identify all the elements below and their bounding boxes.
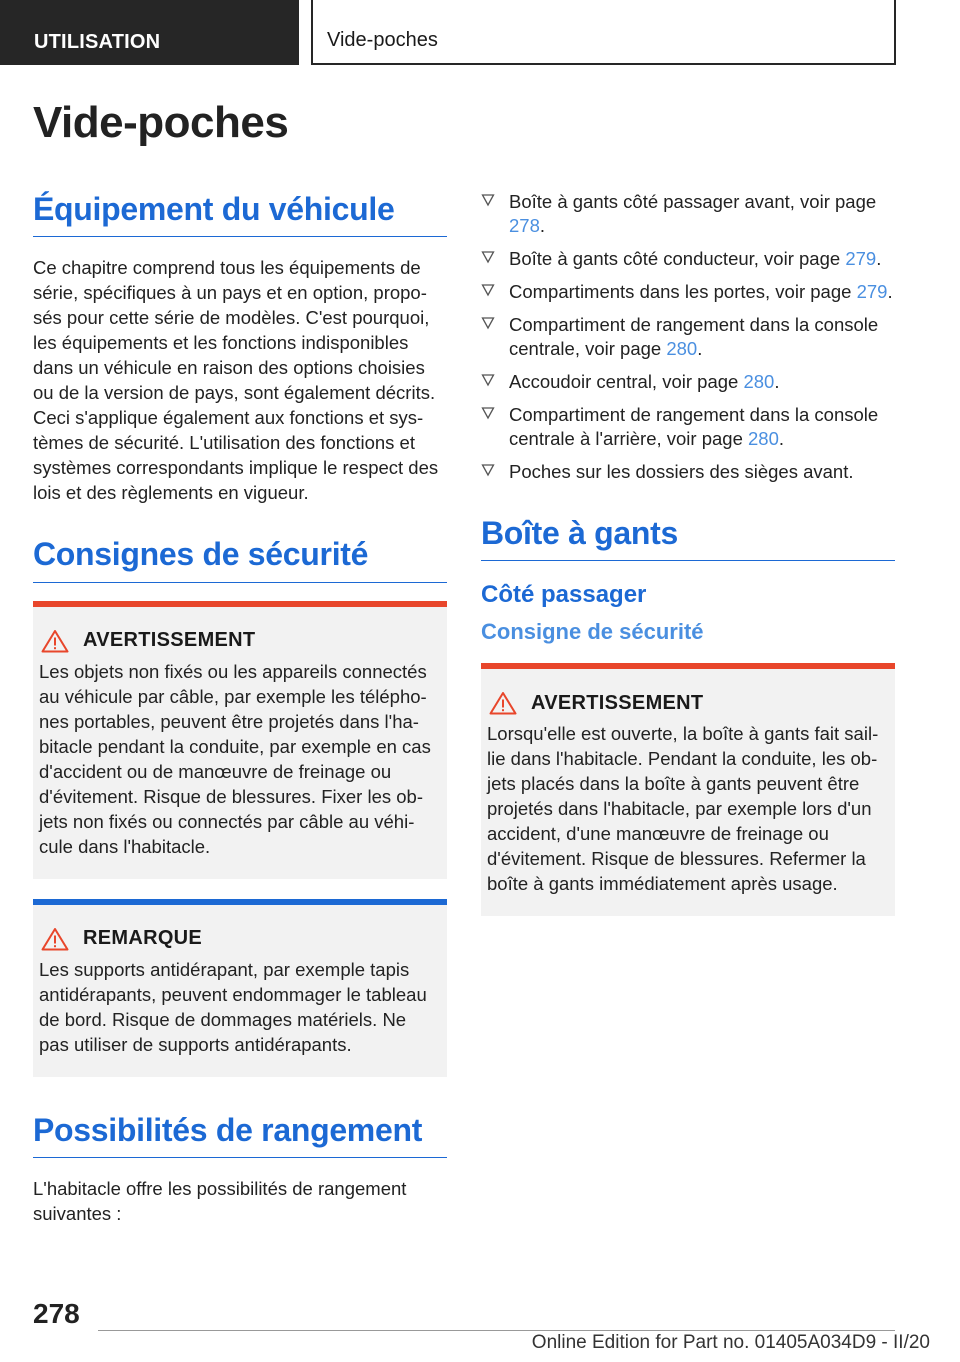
glovebox-warning-box <box>481 663 895 916</box>
list-item-text: Compartiment de rangement dans la console centrale à l'arrière, voir page <box>509 404 879 449</box>
note-box <box>33 899 447 1077</box>
triangle-bullet-icon <box>481 283 495 297</box>
list-item-end: . <box>539 215 546 236</box>
list-item-end: . <box>697 338 703 359</box>
list-item-text: Compartiment de rangement dans la console centrale, voir page <box>509 314 879 359</box>
warning-title: AVERTISSEMENT <box>531 691 704 714</box>
triangle-bullet-icon <box>481 373 495 387</box>
page-title: Vide-poches <box>33 98 289 147</box>
list-item-text: Accoudoir central, voir page <box>509 371 744 392</box>
page-link[interactable]: 280 <box>666 338 698 359</box>
left-column <box>33 190 447 1226</box>
list-item <box>481 403 895 451</box>
list-item <box>481 313 895 361</box>
header-topic: Vide-poches <box>311 0 896 65</box>
page-number: 278 <box>33 1298 80 1329</box>
glovebox-heading: Boîte à gants <box>481 514 895 561</box>
warning-title: AVERTISSEMENT <box>83 629 256 652</box>
list-item-text: Compartiments dans les portes, voir page <box>509 281 857 302</box>
warning-text: Les objets non fixés ou les appareils connectés au véhicule par câble, par exemple les téléphones portables, peuvent être projetés dans l'habitacle pendant la conduite, par exemple en cas d'accident ou de manœuvre de freinage ou d'évitement. Risque de blessures. Fixer les objets non fixés ou connectés par câble au véhicule dans l'habitacle. <box>39 660 431 857</box>
equipment-text: Ce chapitre comprend tous les équipements de série, spécifiques à un pays et en option, proposés pour cette série de modèles. C'est pourquoi, les équipements et les fonctions indisponibles dans un véhicule en raison des options choisies ou de la version de pays, sont également décrits. Ceci s'applique également aux fonctions et systèmes de sécurité. L'utilisation des fonctions et systèmes correspondants implique le respect des lois et des règlements en vigueur. <box>33 257 439 504</box>
footer-divider <box>98 1330 895 1331</box>
list-item <box>481 190 895 238</box>
storage-text: L'habitacle offre les possibilités de rangement suivantes : <box>33 1178 407 1225</box>
triangle-bullet-icon <box>481 250 495 264</box>
warning-text: Lorsqu'elle est ouverte, la boîte à gants fait saillie dans l'habitacle. Pendant la conduite, les objets placés dans la boîte à gants peuvent être projetés dans l'habitacle, par exemple lors d'un accident, d'une manœuvre de freinage ou d'évitement. Risque de blessures. Refermer la boîte à gants immédiatement après usage. <box>487 723 879 895</box>
triangle-bullet-icon <box>481 193 495 207</box>
triangle-bullet-icon <box>481 316 495 330</box>
list-item-end: . <box>887 281 893 302</box>
page-link[interactable]: 280 <box>743 371 775 392</box>
footer-edition: Online Edition for Part no. 01405A034D9 - II/20 <box>531 1332 930 1353</box>
safety-heading: Consignes de sécurité <box>33 535 447 582</box>
right-column <box>481 190 895 936</box>
page-link[interactable]: 280 <box>748 428 779 449</box>
warning-triangle-icon <box>489 691 517 715</box>
page-link[interactable]: 279 <box>856 281 888 302</box>
list-item <box>481 280 895 304</box>
page-link[interactable]: 279 <box>845 248 877 269</box>
warning-box <box>33 601 447 879</box>
note-title: REMARQUE <box>83 927 203 950</box>
list-item <box>481 370 895 394</box>
storage-list <box>481 190 895 484</box>
triangle-bullet-icon <box>481 463 495 477</box>
list-item-end: . <box>774 371 780 392</box>
triangle-bullet-icon <box>481 406 495 420</box>
note-text: Les supports antidérapant, par exemple tapis antidérapants, peuvent endommager le tableau de bord. Risque de dommages matériels. Ne pas utiliser de supports antidérapants. <box>39 958 427 1055</box>
list-item <box>481 247 895 271</box>
list-item-end: . <box>876 248 882 269</box>
list-item <box>481 460 895 484</box>
warning-triangle-icon <box>41 629 69 653</box>
list-item-text: Boîte à gants côté passager avant, voir page <box>509 191 877 212</box>
warning-triangle-icon <box>41 927 69 951</box>
passenger-subheading: Côté passager <box>481 581 647 609</box>
list-item-text: Boîte à gants côté conducteur, voir page <box>509 248 846 269</box>
storage-heading: Possibilités de rangement <box>33 1111 447 1158</box>
safety-subheading: Consigne de sécurité <box>481 619 704 645</box>
header-section: UTILISATION <box>0 0 299 65</box>
list-item-text: Poches sur les dossiers des sièges avant. <box>509 461 854 482</box>
page-link[interactable]: 278 <box>509 215 540 236</box>
list-item-end: . <box>778 428 785 449</box>
equipment-heading: Équipement du véhicule <box>33 190 447 237</box>
